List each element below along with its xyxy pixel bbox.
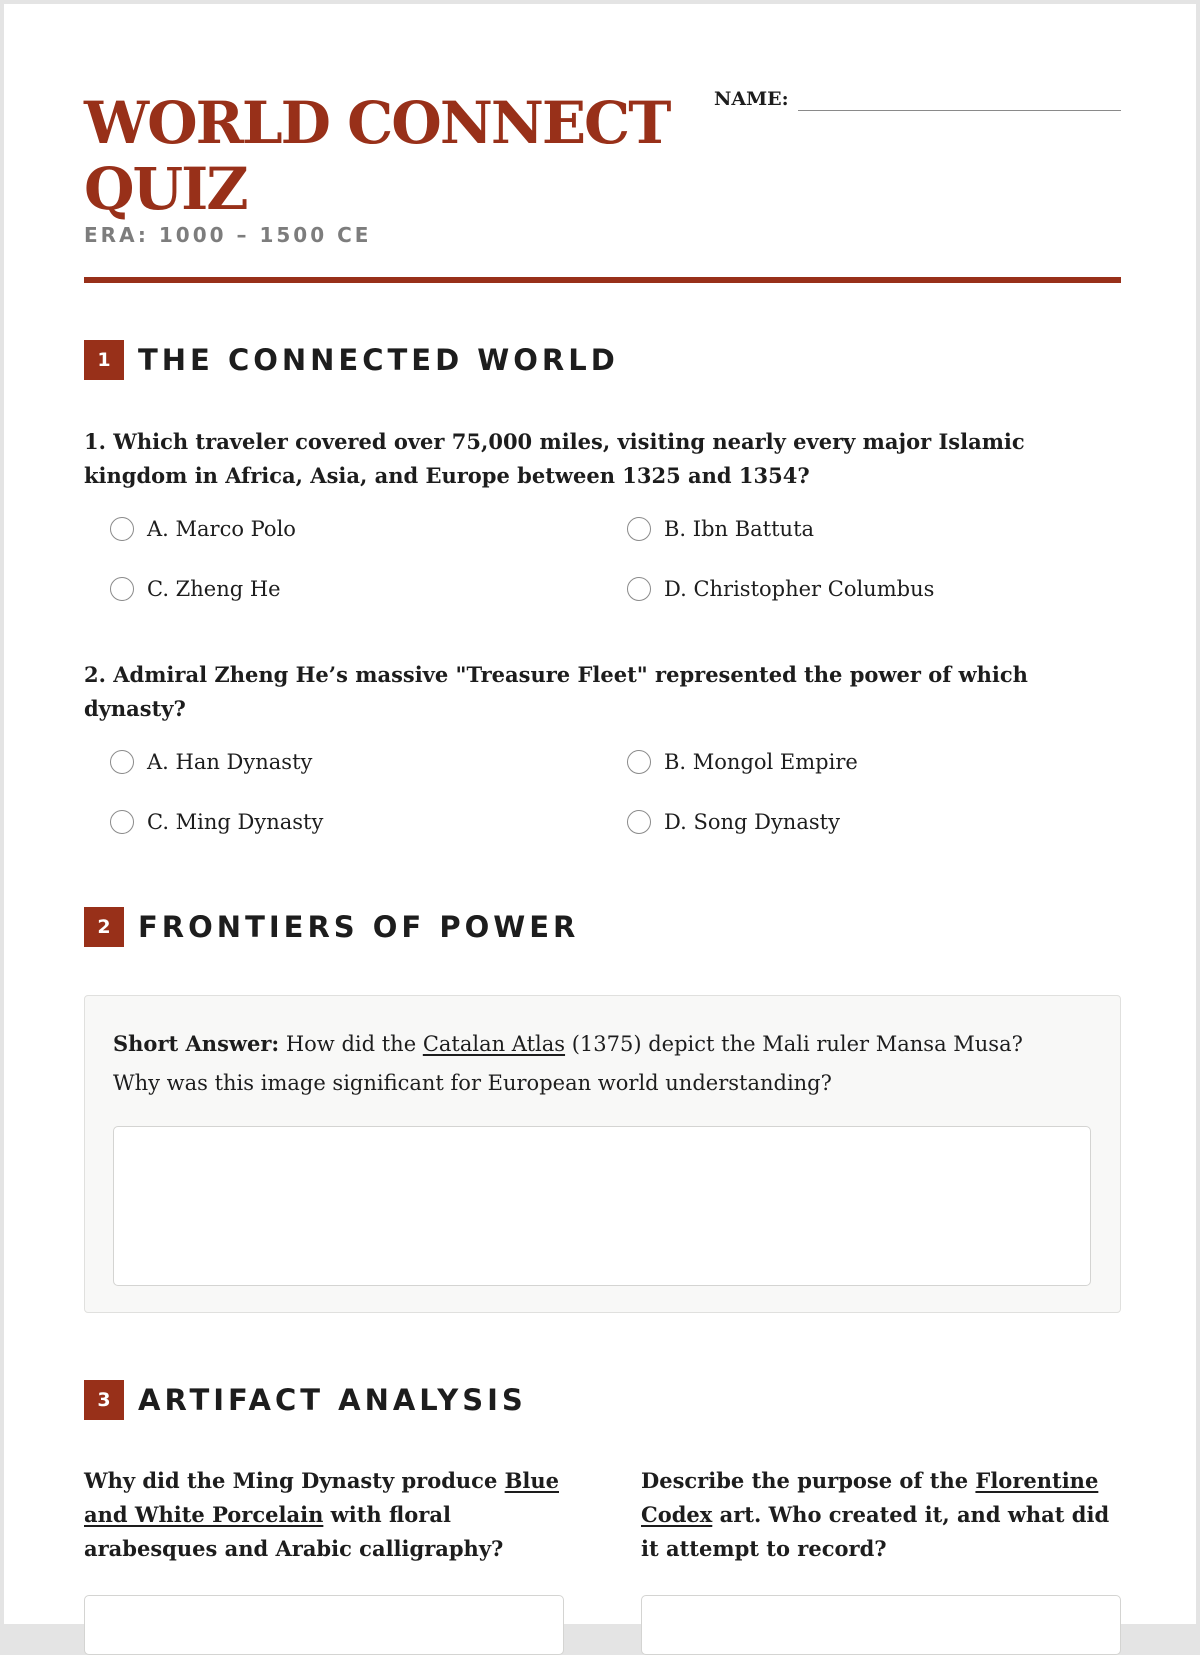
section-title: ARTIFACT ANALYSIS: [138, 1383, 527, 1417]
option-label: A. Marco Polo: [147, 517, 296, 541]
q1-option-b[interactable]: [627, 517, 814, 541]
short-answer-prompt: [113, 1024, 1073, 1103]
prompt-text: art. Who created it, and what did it attempt to record?: [641, 1502, 1110, 1561]
radio-button[interactable]: [627, 750, 651, 774]
question-1-text: 1. Which traveler covered over 75,000 miles, visiting nearly every major Islamic kingdom in Africa, Asia, and Europe between 1325 and 1354?: [84, 429, 1025, 488]
q2-option-a[interactable]: [110, 750, 312, 774]
option-label: B. Mongol Empire: [664, 750, 858, 774]
section-header-2: [84, 907, 579, 947]
option-label: D. Song Dynasty: [664, 810, 840, 834]
section-title: FRONTIERS OF POWER: [138, 910, 580, 944]
radio-button[interactable]: [627, 577, 651, 601]
q1-option-d[interactable]: [627, 577, 934, 601]
radio-button[interactable]: [110, 750, 134, 774]
short-answer-label: Short Answer:: [113, 1031, 280, 1056]
section-number-badge: 1: [84, 340, 124, 380]
codex-term: Florentine Codex: [641, 1468, 1099, 1527]
radio-button[interactable]: [627, 810, 651, 834]
q2-option-d[interactable]: [627, 810, 840, 834]
era-subtitle: ERA: 1000 – 1500 CE: [84, 223, 372, 247]
header-divider: [84, 277, 1121, 283]
q1-option-c[interactable]: [110, 577, 281, 601]
option-label: A. Han Dynasty: [147, 750, 313, 774]
radio-button[interactable]: [627, 517, 651, 541]
short-answer-input[interactable]: [113, 1126, 1091, 1286]
radio-button[interactable]: [110, 517, 134, 541]
option-label: C. Ming Dynasty: [147, 810, 324, 834]
name-label: NAME:: [714, 88, 789, 110]
catalan-atlas-term: Catalan Atlas: [422, 1032, 566, 1056]
q1-option-a[interactable]: [110, 517, 296, 541]
question-2-text: 2. Admiral Zheng He’s massive "Treasure Fleet" represented the power of which dynasty?: [84, 662, 1028, 721]
artifact-answer-1[interactable]: [84, 1595, 564, 1655]
section-title: THE CONNECTED WORLD: [138, 343, 619, 377]
artifact-question-2: [641, 1464, 1121, 1566]
prompt-text: Describe the purpose of the: [641, 1468, 969, 1493]
section-header-1: [84, 340, 619, 380]
quiz-page: [4, 4, 1196, 1624]
radio-button[interactable]: [110, 810, 134, 834]
artifact-answer-2[interactable]: [641, 1595, 1121, 1655]
short-answer-card: [84, 995, 1121, 1313]
section-number-badge: 2: [84, 907, 124, 947]
section-number-badge: 3: [84, 1380, 124, 1420]
page-title: WORLD CONNECT QUIZ: [84, 89, 670, 223]
option-label: D. Christopher Columbus: [664, 577, 935, 601]
artifact-question-1: [84, 1464, 564, 1566]
porcelain-term: Blue and White Porcelain: [84, 1468, 559, 1527]
prompt-text: (1375) depict the Mali ruler Mansa Musa? Why was this image significant for European world understanding?: [113, 1032, 1023, 1095]
prompt-text: Why did the Ming Dynasty produce: [84, 1468, 498, 1493]
option-label: C. Zheng He: [147, 577, 281, 601]
prompt-text: How did the: [285, 1032, 417, 1056]
radio-button[interactable]: [110, 577, 134, 601]
name-field[interactable]: [798, 110, 1121, 111]
section-header-3: [84, 1380, 527, 1420]
option-label: B. Ibn Battuta: [664, 517, 815, 541]
prompt-text: with floral arabesques and Arabic calligraphy?: [84, 1502, 504, 1561]
q2-option-c[interactable]: [110, 810, 323, 834]
q2-option-b[interactable]: [627, 750, 858, 774]
